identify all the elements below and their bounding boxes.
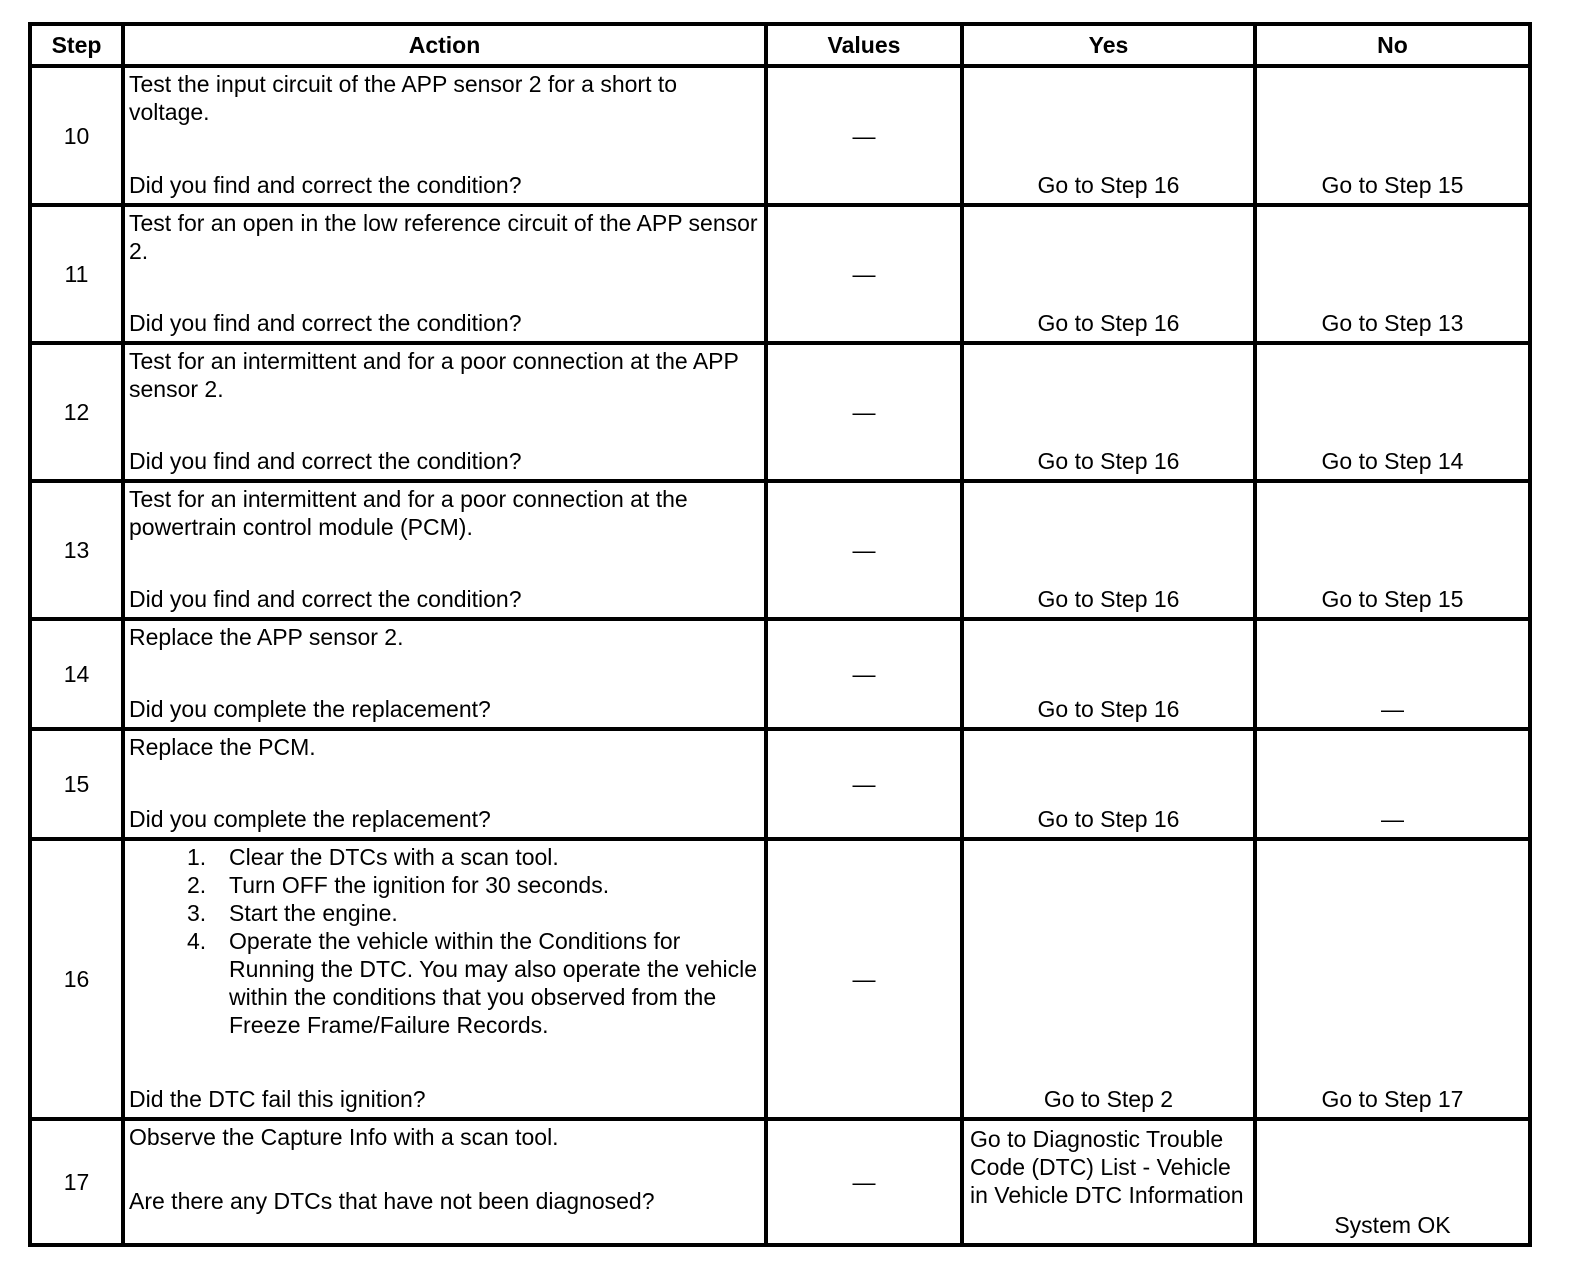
yes-cell: Go to Step 16 [962, 481, 1255, 619]
table-row [30, 839, 1530, 1119]
header-values: Values [766, 24, 962, 66]
yes-cell: Go to Step 2 [962, 839, 1255, 1119]
action-text: Test for an open in the low reference circuit of the APP sensor 2. [129, 210, 758, 264]
action-text: Test for an intermittent and for a poor connection at the powertrain control module (PCM). [129, 486, 688, 540]
step-number: 11 [30, 205, 123, 343]
step-number: 15 [30, 729, 123, 839]
values-cell: — [766, 729, 962, 839]
list-item: 4. Operate the vehicle within the Conditions for Running the DTC. You may also operate the vehicle within the conditions that you observed from the Freeze Frame/Failure Records. [187, 928, 758, 1038]
step-number: 12 [30, 343, 123, 481]
no-cell: Go to Step 15 [1255, 481, 1530, 619]
table-row [30, 729, 1530, 839]
table-row [30, 619, 1530, 729]
action-cell [123, 839, 766, 1119]
no-cell: — [1255, 729, 1530, 839]
yes-cell: Go to Step 16 [962, 343, 1255, 481]
table-row [30, 481, 1530, 619]
step-number: 10 [30, 66, 123, 205]
action-question: Did you find and correct the condition? [129, 172, 522, 198]
table-row [30, 205, 1530, 343]
values-cell: — [766, 839, 962, 1119]
action-cell [123, 619, 766, 729]
no-cell: Go to Step 13 [1255, 205, 1530, 343]
action-text: Replace the PCM. [129, 734, 316, 760]
yes-cell: Go to Step 16 [962, 205, 1255, 343]
action-text: Test for an intermittent and for a poor connection at the APP sensor 2. [129, 348, 739, 402]
header-no: No [1255, 24, 1530, 66]
table-row [30, 1119, 1530, 1245]
action-cell [123, 729, 766, 839]
list-item: 1. Clear the DTCs with a scan tool. [187, 844, 559, 870]
action-cell [123, 343, 766, 481]
step-number: 14 [30, 619, 123, 729]
header-action: Action [123, 24, 766, 66]
table-row [30, 343, 1530, 481]
header-step: Step [30, 24, 123, 66]
no-cell: Go to Step 14 [1255, 343, 1530, 481]
action-question: Did you find and correct the condition? [129, 586, 522, 612]
action-question: Are there any DTCs that have not been diagnosed? [129, 1188, 655, 1214]
step-number: 16 [30, 839, 123, 1119]
yes-cell: Go to Step 16 [962, 729, 1255, 839]
no-cell: System OK [1255, 1119, 1530, 1245]
no-cell: Go to Step 17 [1255, 839, 1530, 1119]
action-question: Did you find and correct the condition? [129, 448, 522, 474]
table-row [30, 66, 1530, 205]
action-text: Test the input circuit of the APP sensor 2 for a short to voltage. [129, 71, 678, 125]
action-cell [123, 205, 766, 343]
action-question: Did the DTC fail this ignition? [129, 1086, 426, 1112]
values-cell: — [766, 205, 962, 343]
values-cell: — [766, 481, 962, 619]
action-cell [123, 1119, 766, 1245]
list-item: 2. Turn OFF the ignition for 30 seconds. [187, 872, 610, 898]
header-row [30, 24, 1530, 66]
header-yes: Yes [962, 24, 1255, 66]
action-cell [123, 66, 766, 205]
values-cell: — [766, 343, 962, 481]
procedure-list [129, 843, 760, 1039]
action-question: Did you complete the replacement? [129, 696, 491, 722]
no-cell: — [1255, 619, 1530, 729]
action-text: Replace the APP sensor 2. [129, 624, 404, 650]
action-question: Did you find and correct the condition? [129, 310, 522, 336]
yes-cell: Go to Step 16 [962, 619, 1255, 729]
list-item: 3. Start the engine. [187, 900, 398, 926]
step-number: 13 [30, 481, 123, 619]
action-question: Did you complete the replacement? [129, 806, 491, 832]
values-cell: — [766, 1119, 962, 1245]
step-number: 17 [30, 1119, 123, 1245]
diagnostic-table [28, 22, 1532, 1247]
action-cell [123, 481, 766, 619]
no-cell: Go to Step 15 [1255, 66, 1530, 205]
action-text: Observe the Capture Info with a scan tool. [129, 1124, 559, 1150]
yes-cell: Go to Step 16 [962, 66, 1255, 205]
values-cell: — [766, 619, 962, 729]
values-cell: — [766, 66, 962, 205]
yes-cell: Go to Diagnostic Trouble Code (DTC) List - Vehicle in Vehicle DTC Information [962, 1119, 1255, 1245]
